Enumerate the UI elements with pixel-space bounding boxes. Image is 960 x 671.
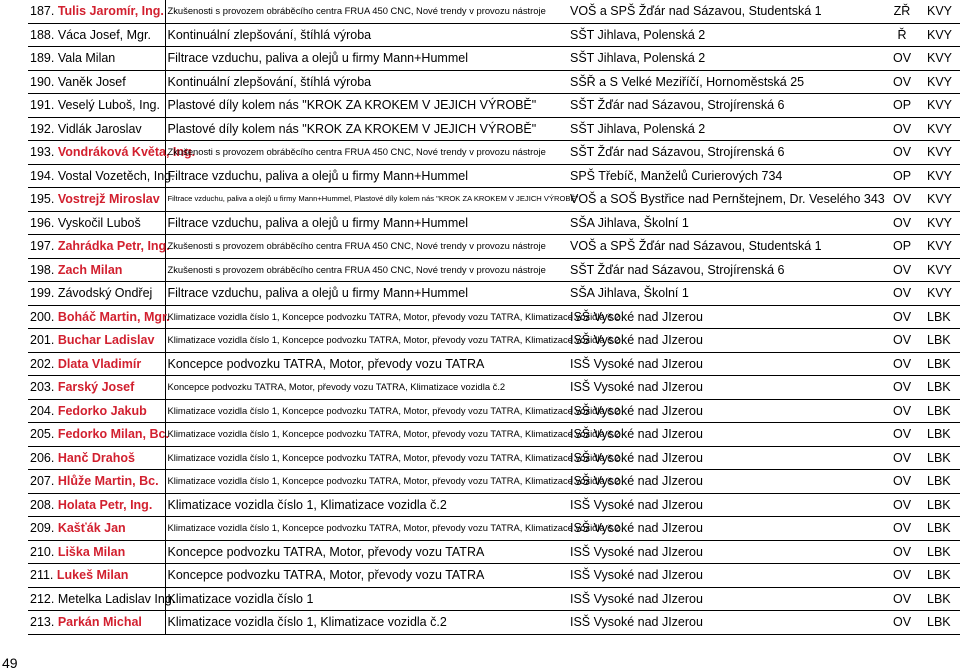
school-cell: SŠT Jihlava, Polenská 2 [567, 47, 883, 71]
topic-cell: Klimatizace vozidla číslo 1 [165, 587, 567, 611]
table-row [28, 0, 960, 23]
lecturer-cell [28, 164, 175, 188]
topic-cell: Koncepce podvozku TATRA, Motor, převody vozu TATRA [165, 540, 567, 564]
referee-cell: LBK [923, 305, 960, 329]
table-row [28, 258, 960, 282]
topic-cell: Koncepce podvozku TATRA, Motor, převody vozu TATRA [165, 352, 567, 376]
topic-cell: Zkušenosti s provozem obráběcího centra FRUA 450 CNC, Nové trendy v provozu nástroje [165, 0, 567, 23]
row-number: 195. [30, 192, 55, 207]
region-cell: OV [883, 540, 923, 564]
region-cell: ZŘ [883, 0, 923, 23]
region-cell: OV [883, 70, 923, 94]
table-row [28, 141, 960, 165]
lecturer-name: Vyskočil Luboš [57, 215, 141, 230]
region-cell: OV [883, 117, 923, 141]
row-number: 201. [30, 333, 55, 348]
row-number: 208. [30, 497, 55, 512]
referee-cell: KVY [923, 117, 960, 141]
table-row [28, 540, 960, 564]
lecturer-name: Metelka Ladislav Ing. [57, 591, 176, 606]
referee-cell: LBK [923, 352, 960, 376]
school-cell: ISŠ Vysoké nad JIzerou [567, 446, 883, 470]
region-cell: OV [883, 352, 923, 376]
lecturer-name: Lukeš Milan [56, 568, 129, 583]
lecturer-cell [28, 47, 165, 71]
region-cell: OV [883, 305, 923, 329]
table-row [28, 517, 960, 541]
topic-cell: Zkušenosti s provozem obráběcího centra FRUA 450 CNC, Nové trendy v provozu nástroje [165, 235, 567, 259]
region-cell: OV [883, 376, 923, 400]
referee-cell: KVY [923, 235, 960, 259]
region-cell: OV [883, 517, 923, 541]
school-cell: VOŠ a SOŠ Bystřice nad Pernštejnem, Dr. Veselého 343 [567, 188, 883, 212]
school-cell: SŠŘ a S Velké Meziříčí, Hornoměstská 25 [567, 70, 883, 94]
table-row [28, 235, 960, 259]
lecturer-cell [28, 329, 165, 353]
region-cell: OV [883, 564, 923, 588]
lecturer-name: Boháč Martin, Mgr. [57, 309, 170, 324]
lecturer-cell [28, 587, 176, 611]
row-number: 211. [30, 568, 54, 583]
school-cell: SŠT Žďár nad Sázavou, Strojírenská 6 [567, 258, 883, 282]
lecturer-name: Farský Josef [57, 380, 135, 395]
lecturer-name: Holata Petr, Ing. [57, 497, 153, 512]
school-cell: ISŠ Vysoké nad JIzerou [567, 329, 883, 353]
school-cell: ISŠ Vysoké nad JIzerou [567, 493, 883, 517]
referee-cell: KVY [923, 282, 960, 306]
lecturer-name: Vaněk Josef [57, 74, 126, 89]
topic-cell: Kontinuální zlepšování, štíhlá výroba [165, 70, 567, 94]
table-row [28, 470, 960, 494]
region-cell: OV [883, 282, 923, 306]
lecturer-name: Veselý Luboš, Ing. [57, 98, 160, 113]
school-cell: SŠT Žďár nad Sázavou, Strojírenská 6 [567, 141, 883, 165]
lecturer-name: Dlata Vladimír [57, 356, 142, 371]
region-cell: OV [883, 211, 923, 235]
topic-cell: Filtrace vzduchu, paliva a olejů u firmy Mann+Hummel [165, 47, 567, 71]
lecturer-cell [28, 117, 165, 141]
row-number: 188. [30, 27, 55, 42]
referee-cell: KVY [923, 70, 960, 94]
row-number: 212. [30, 591, 55, 606]
lecturer-name: Vidlák Jaroslav [57, 121, 142, 136]
topic-cell: Klimatizace vozidla číslo 1, Koncepce podvozku TATRA, Motor, převody vozu TATRA, Klimatizace vozidla č.2 [165, 446, 567, 470]
referee-cell: KVY [923, 211, 960, 235]
table-row [28, 564, 960, 588]
region-cell: Ř [883, 23, 923, 47]
region-cell: OV [883, 611, 923, 635]
region-cell: OV [883, 587, 923, 611]
table-row [28, 493, 960, 517]
lecturer-cell [28, 423, 169, 447]
school-cell: VOŠ a SPŠ Žďár nad Sázavou, Studentská 1 [567, 0, 883, 23]
school-cell: ISŠ Vysoké nad JIzerou [567, 587, 883, 611]
topic-cell: Zkušenosti s provozem obráběcího centra FRUA 450 CNC, Nové trendy v provozu nástroje [165, 141, 567, 165]
referee-cell: KVY [923, 141, 960, 165]
referee-cell: KVY [923, 0, 960, 23]
row-number: 213. [30, 615, 55, 630]
row-number: 191. [30, 98, 55, 113]
row-number: 210. [30, 544, 55, 559]
lecturer-cell [28, 399, 165, 423]
lecturer-cell [28, 23, 165, 47]
lecturer-cell [28, 376, 165, 400]
lecturer-name: Vala Milan [57, 51, 116, 66]
lecturer-cell [28, 211, 165, 235]
topic-cell: Klimatizace vozidla číslo 1, Koncepce podvozku TATRA, Motor, převody vozu TATRA, Klimatizace vozidla č.2 [165, 423, 567, 447]
referee-cell: LBK [923, 540, 960, 564]
topic-cell: Filtrace vzduchu, paliva a olejů u firmy Mann+Hummel [165, 282, 567, 306]
lecturer-name: Závodský Ondřej [57, 286, 153, 301]
row-number: 207. [30, 474, 55, 489]
topic-cell: Filtrace vzduchu, paliva a olejů u firmy Mann+Hummel [165, 211, 567, 235]
table-row [28, 94, 960, 118]
lecturer-cell [28, 94, 165, 118]
region-cell: OP [883, 164, 923, 188]
topic-cell: Klimatizace vozidla číslo 1, Koncepce podvozku TATRA, Motor, převody vozu TATRA, Klimatizace vozidla č.2 [165, 517, 567, 541]
referee-cell: LBK [923, 470, 960, 494]
lecturer-name: Tulis Jaromír, Ing. [57, 4, 164, 19]
table-row [28, 70, 960, 94]
school-cell: ISŠ Vysoké nad JIzerou [567, 399, 883, 423]
school-cell: ISŠ Vysoké nad JIzerou [567, 611, 883, 635]
row-number: 194. [30, 168, 55, 183]
school-cell: SŠT Žďár nad Sázavou, Strojírenská 6 [567, 94, 883, 118]
school-cell: ISŠ Vysoké nad JIzerou [567, 540, 883, 564]
school-cell: ISŠ Vysoké nad JIzerou [567, 423, 883, 447]
region-cell: OV [883, 446, 923, 470]
lecturer-cell [28, 305, 170, 329]
lecturer-name: Vondráková Květa, Ing. [57, 145, 196, 160]
region-cell: OV [883, 329, 923, 353]
table-row [28, 47, 960, 71]
region-cell: OV [883, 423, 923, 447]
topic-cell: Klimatizace vozidla číslo 1, Koncepce podvozku TATRA, Motor, převody vozu TATRA, Klimatizace vozidla č.2 [165, 329, 567, 353]
topic-cell: Klimatizace vozidla číslo 1, Koncepce podvozku TATRA, Motor, převody vozu TATRA, Klimatizace vozidla č.2 [165, 399, 567, 423]
topic-cell: Plastové díly kolem nás "KROK ZA KROKEM V JEJICH VÝROBĚ" [165, 94, 567, 118]
lecturer-cell [28, 188, 165, 212]
lecturer-name: Hlůže Martin, Bc. [57, 474, 159, 489]
row-number: 209. [30, 521, 55, 536]
lecturer-name: Liška Milan [57, 544, 126, 559]
lecturer-cell [28, 517, 165, 541]
referee-cell: LBK [923, 376, 960, 400]
region-cell: OV [883, 399, 923, 423]
region-cell: OV [883, 470, 923, 494]
row-number: 196. [30, 215, 55, 230]
row-number: 205. [30, 427, 55, 442]
row-number: 206. [30, 450, 55, 465]
referee-cell: KVY [923, 23, 960, 47]
region-cell: OP [883, 94, 923, 118]
lecturer-cell [28, 446, 165, 470]
row-number: 200. [30, 309, 55, 324]
school-cell: ISŠ Vysoké nad JIzerou [567, 352, 883, 376]
lecturer-name: Vostrejž Miroslav [57, 192, 160, 207]
region-cell: OV [883, 188, 923, 212]
referee-cell: LBK [923, 423, 960, 447]
lecturer-cell [28, 352, 165, 376]
lecturer-table-body [28, 0, 960, 634]
table-row [28, 282, 960, 306]
topic-cell: Kontinuální zlepšování, štíhlá výroba [165, 23, 567, 47]
row-number: 193. [30, 145, 55, 160]
page-number: 49 [2, 655, 18, 671]
school-cell: ISŠ Vysoké nad JIzerou [567, 470, 883, 494]
topic-cell: Plastové díly kolem nás "KROK ZA KROKEM V JEJICH VÝROBĚ" [165, 117, 567, 141]
lecturer-name: Fedorko Milan, Bc. [57, 427, 169, 442]
lecturer-name: Kašťák Jan [57, 521, 126, 536]
row-number: 187. [30, 4, 55, 19]
table-row [28, 399, 960, 423]
referee-cell: LBK [923, 587, 960, 611]
table-row [28, 211, 960, 235]
lecturer-name: Buchar Ladislav [57, 333, 155, 348]
lecturer-name: Hanč Drahoš [57, 450, 135, 465]
lecturer-cell [28, 0, 165, 23]
topic-cell: Koncepce podvozku TATRA, Motor, převody vozu TATRA [165, 564, 567, 588]
table-row [28, 587, 960, 611]
row-number: 197. [30, 239, 55, 254]
row-number: 203. [30, 380, 55, 395]
topic-cell: Klimatizace vozidla číslo 1, Koncepce podvozku TATRA, Motor, převody vozu TATRA, Klimatizace vozidla č.2 [165, 470, 567, 494]
topic-cell: Klimatizace vozidla číslo 1, Koncepce podvozku TATRA, Motor, převody vozu TATRA, Klimatizace vozidla č.2 [165, 305, 567, 329]
school-cell: ISŠ Vysoké nad JIzerou [567, 305, 883, 329]
table-row [28, 446, 960, 470]
topic-cell: Zkušenosti s provozem obráběcího centra FRUA 450 CNC, Nové trendy v provozu nástroje [165, 258, 567, 282]
region-cell: OV [883, 47, 923, 71]
lecturer-name: Zach Milan [57, 262, 123, 277]
table-row [28, 117, 960, 141]
table-row [28, 611, 960, 635]
table-row [28, 423, 960, 447]
referee-cell: KVY [923, 47, 960, 71]
referee-cell: LBK [923, 611, 960, 635]
lecturer-cell [28, 141, 196, 165]
table-row [28, 376, 960, 400]
row-number: 202. [30, 356, 55, 371]
lecturer-cell [28, 70, 165, 94]
lecturer-name: Váca Josef, Mgr. [57, 27, 151, 42]
school-cell: SŠT Jihlava, Polenská 2 [567, 23, 883, 47]
row-number: 204. [30, 403, 55, 418]
school-cell: SŠA Jihlava, Školní 1 [567, 282, 883, 306]
lecturer-name: Parkán Michal [57, 615, 142, 630]
topic-cell: Filtrace vzduchu, paliva a olejů u firmy Mann+Hummel [165, 164, 567, 188]
lecturer-table [28, 0, 960, 635]
lecturer-cell [28, 564, 165, 588]
topic-cell: Klimatizace vozidla číslo 1, Klimatizace vozidla č.2 [165, 493, 567, 517]
table-row [28, 23, 960, 47]
referee-cell: KVY [923, 94, 960, 118]
referee-cell: KVY [923, 258, 960, 282]
referee-cell: LBK [923, 399, 960, 423]
school-cell: ISŠ Vysoké nad JIzerou [567, 517, 883, 541]
table-row [28, 164, 960, 188]
referee-cell: LBK [923, 564, 960, 588]
school-cell: ISŠ Vysoké nad JIzerou [567, 564, 883, 588]
region-cell: OV [883, 258, 923, 282]
row-number: 199. [30, 286, 55, 301]
lecturer-name: Vostal Vozetěch, Ing. [57, 168, 175, 183]
referee-cell: KVY [923, 188, 960, 212]
topic-cell: Klimatizace vozidla číslo 1, Klimatizace vozidla č.2 [165, 611, 567, 635]
lecturer-cell [28, 258, 165, 282]
school-cell: SŠA Jihlava, Školní 1 [567, 211, 883, 235]
table-row [28, 188, 960, 212]
row-number: 192. [30, 121, 55, 136]
region-cell: OV [883, 493, 923, 517]
referee-cell: KVY [923, 164, 960, 188]
school-cell: VOŠ a SPŠ Žďár nad Sázavou, Studentská 1 [567, 235, 883, 259]
lecturer-cell [28, 611, 165, 635]
lecturer-name: Zahrádka Petr, Ing. [57, 239, 170, 254]
lecturer-cell [28, 493, 165, 517]
topic-cell: Koncepce podvozku TATRA, Motor, převody vozu TATRA, Klimatizace vozidla č.2 [165, 376, 567, 400]
topic-cell: Filtrace vzduchu, paliva a olejů u firmy Mann+Hummel, Plastové díly kolem nás "KROK ZA KROKEM V JEJICH VÝROBĚ" [165, 188, 567, 212]
referee-cell: LBK [923, 493, 960, 517]
school-cell: SŠT Jihlava, Polenská 2 [567, 117, 883, 141]
school-cell: SPŠ Třebíč, Manželů Curierových 734 [567, 164, 883, 188]
referee-cell: LBK [923, 446, 960, 470]
lecturer-cell [28, 282, 165, 306]
row-number: 190. [30, 74, 55, 89]
lecturer-name: Fedorko Jakub [57, 403, 147, 418]
school-cell: ISŠ Vysoké nad JIzerou [567, 376, 883, 400]
table-row [28, 352, 960, 376]
table-row [28, 329, 960, 353]
referee-cell: LBK [923, 329, 960, 353]
table-row [28, 305, 960, 329]
row-number: 198. [30, 262, 55, 277]
region-cell: OV [883, 141, 923, 165]
lecturer-cell [28, 540, 165, 564]
referee-cell: LBK [923, 517, 960, 541]
region-cell: OP [883, 235, 923, 259]
lecturer-cell [28, 235, 170, 259]
row-number: 189. [30, 51, 55, 66]
lecturer-cell [28, 470, 165, 494]
